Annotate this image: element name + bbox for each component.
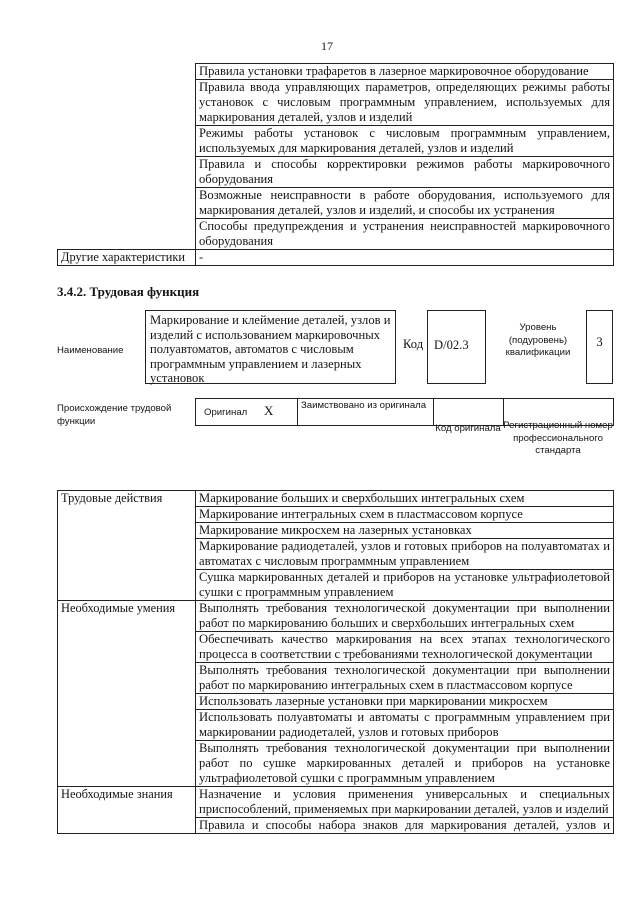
table-cell: Назначение и условия применения универсальных и специальных приспособлений, применяемых при маркировании деталей, узлов и изделий <box>196 787 614 818</box>
table-cell: Маркирование больших и сверхбольших интегральных схем <box>196 491 614 507</box>
function-code: D/02.3 <box>434 338 469 352</box>
knowledge-continuation-table <box>57 63 614 266</box>
table-cell: Обеспечивать качество маркирования на всех этапах технологического процесса в соответствии с требованиями технологической документации <box>196 632 614 663</box>
function-name-box <box>145 310 396 384</box>
table-cell: Правила и способы набора знаков для маркирования деталей, узлов и <box>196 818 614 834</box>
page-number: 17 <box>321 39 333 53</box>
section-heading: 3.4.2. Трудовая функция <box>57 284 200 299</box>
table-cell: Правила и способы корректировки режимов работы маркировочного оборудования <box>196 157 614 188</box>
original-mark: X <box>264 403 274 418</box>
table-cell: Выполнять требования технологической документации при выполнении работ по маркированию интегральных схем в пластмассовом корпусе <box>196 663 614 694</box>
table-cell: Маркирование микросхем на лазерных установках <box>196 523 614 539</box>
table-row <box>58 601 614 632</box>
code-box <box>427 310 486 384</box>
table-cell: Выполнять требования технологической документации при выполнении работ по маркированию больших и сверхбольших интегральных схем <box>196 601 614 632</box>
table-cell: Выполнять требования технологической документации при выполнении работ по сушке маркированных деталей и приборов на установке ультрафиолетовой сушки с программным управлением <box>196 741 614 787</box>
original-cell <box>196 399 298 426</box>
table-row <box>58 64 614 80</box>
original-label: Оригинал <box>204 407 248 418</box>
code-label: Код <box>403 337 424 351</box>
table-cell: Использовать полуавтоматы и автоматы с программным управлением при маркировании радиодеталей, узлов и готовых приборов <box>196 710 614 741</box>
original-code-caption: Код оригинала <box>435 423 501 434</box>
table-cell: Правила установки трафаретов в лазерное маркировочное оборудование <box>196 64 614 80</box>
name-label: Наименование <box>57 345 124 356</box>
registration-number-caption: Регистрационный номер профессионального стандарта <box>503 420 613 456</box>
table-cell: Возможные неисправности в работе оборудования, используемого для маркирования деталей, узлов и изделий, и способы их устранения <box>196 188 614 219</box>
table-cell: Маркирование радиодеталей, узлов и готовых приборов на полуавтоматах и автоматах с числовым программным управлением <box>196 539 614 570</box>
level-box <box>586 310 613 384</box>
table-row <box>58 787 614 818</box>
original-code-cell <box>434 399 504 426</box>
borrowed-cell: Заимствовано из оригинала <box>298 399 434 426</box>
required-skills-label: Необходимые умения <box>58 601 196 787</box>
qualification-level-label: Уровень (подуровень) квалификации <box>505 322 571 358</box>
table-cell: Использовать лазерные установки при маркировании микросхем <box>196 694 614 710</box>
labor-function-table <box>57 490 614 834</box>
empty-label-cell <box>58 64 196 250</box>
table-cell: Способы предупреждения и устранения неисправностей маркировочного оборудования <box>196 219 614 250</box>
table-cell: Правила ввода управляющих параметров, определяющих режимы работы установок с числовым программным управлением, используемых для маркирования деталей, узлов и изделий <box>196 80 614 126</box>
table-cell: Сушка маркированных деталей и приборов на установке ультрафиолетовой сушки с программным управлением <box>196 570 614 601</box>
qualification-level: 3 <box>596 335 603 349</box>
origin-label: Происхождение трудовой функции <box>57 403 172 427</box>
other-characteristics-label: Другие характеристики <box>58 250 196 266</box>
function-name: Маркирование и клеймение деталей, узлов и изделий с использованием маркировочных полуавтоматов, автоматов с числовым программным управлением и лазерных установок <box>150 313 391 385</box>
table-cell: Режимы работы установок с числовым программным управлением, используемых для маркирования деталей, узлов и изделий <box>196 126 614 157</box>
other-characteristics-value: - <box>196 250 614 266</box>
required-knowledge-label: Необходимые знания <box>58 787 196 834</box>
table-row <box>58 491 614 507</box>
labor-actions-label: Трудовые действия <box>58 491 196 601</box>
table-cell: Маркирование интегральных схем в пластмассовом корпусе <box>196 507 614 523</box>
table-row <box>58 250 614 266</box>
